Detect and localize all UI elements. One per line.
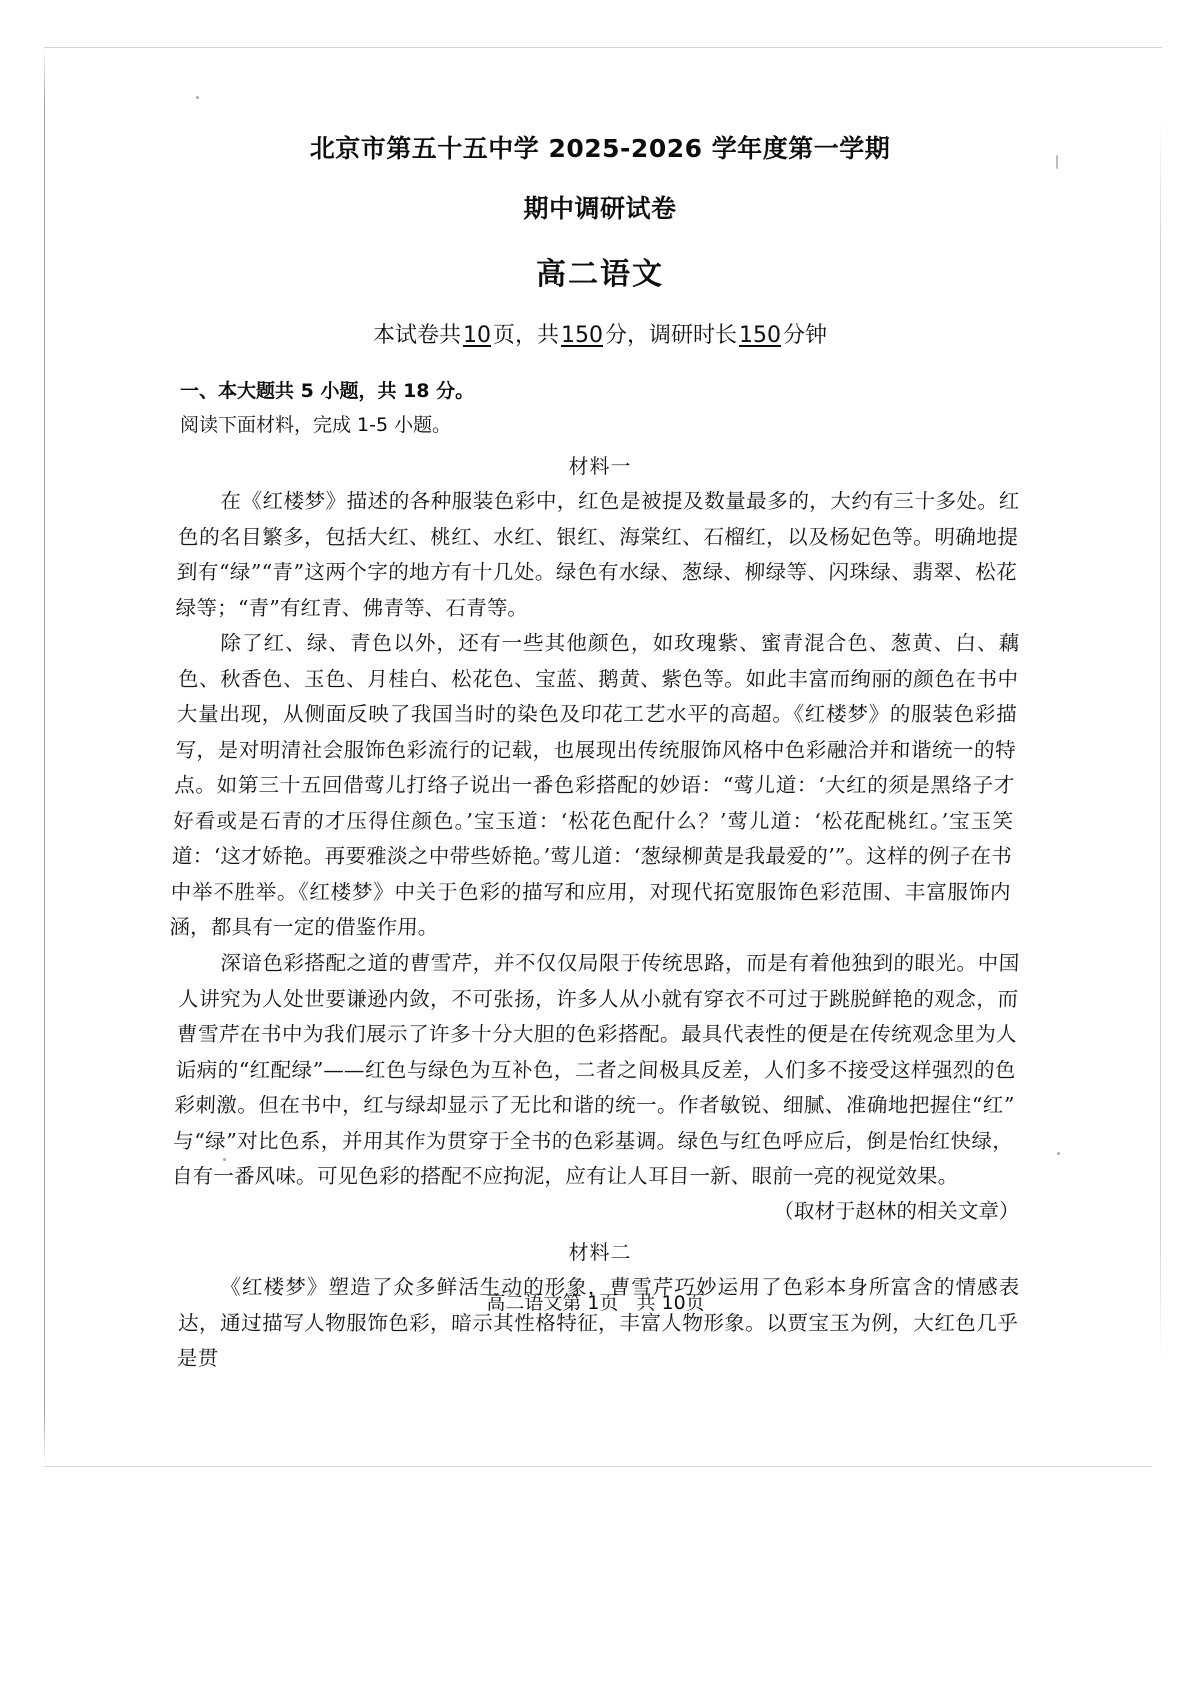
subject-title: 高二语文 xyxy=(536,257,664,292)
exam-score-unit: 分，调研时长 xyxy=(605,323,738,348)
page-content xyxy=(169,132,1020,1376)
exam-meta-prefix: 本试卷共 xyxy=(372,323,461,348)
page-title: 北京市第五十五中学 2025-2026 学年度第一学期 xyxy=(309,134,891,163)
scan-edge-right xyxy=(1160,120,1161,1360)
material-two-label: 材料二 xyxy=(568,1239,632,1264)
material-two-paragraph: 《红楼梦》塑造了众多鲜活生动的形象，曹雪芹巧妙运用了色彩本身所富含的情感表达，通过描写人物服饰色彩，暗示其性格特征，丰富人物形象。以贾宝玉为例，大红色几乎是贯 xyxy=(176,1274,1020,1370)
footer-total-pages: 共 10页 xyxy=(636,1292,705,1314)
exam-meta-line xyxy=(180,320,1020,352)
document-title-block xyxy=(180,132,1020,294)
material-one-attribution: （取材于赵林的相关文章） xyxy=(772,1199,1020,1223)
footer-subject-page: 高二语文第 1页 xyxy=(486,1292,619,1314)
exam-type-title: 期中调研试卷 xyxy=(523,194,677,223)
exam-pages-unit: 页，共 xyxy=(492,323,559,348)
scan-speck xyxy=(196,96,199,99)
material-one-label: 材料一 xyxy=(568,454,632,478)
material-one-paragraph: 深谙色彩搭配之道的曹雪芹，并不仅仅局限于传统思路，而是有着他独到的眼光。中国人讲究为人处世要谦逊内敛，不可张扬，许多人从小就有穿衣不可过于跳脱鲜艳的观念，而曹雪芹在书中为我们展示了许多十分大胆的色彩搭配。最具代表性的便是在传统观念里为人诟病的“红配绿”——红色与绿色为互补色，二者之间极具反差，人们多不接受这样强烈的色彩刺激。但在书中，红与绿却显示了无比和谐的统一。作者敏锐、细腻、准确地把握住“红”与“绿”对比色系，并用其作为贯穿于全书的色彩基调。绿色与红色呼应后，倒是怡红快绿，自有一番风味。可见色彩的搭配不应拘泥，应有让人耳目一新、眼前一亮的视觉效果。 xyxy=(171,950,1020,1188)
page-footer xyxy=(0,1288,1191,1315)
scan-edge-top xyxy=(44,47,1162,48)
scan-edge-left xyxy=(44,47,45,1467)
material-one-paragraph: 在《红楼梦》描述的各种服装色彩中，红色是被提及数量最多的，大约有三十多处。红色的名目繁多，包括大红、桃红、水红、银红、海棠红、石榴红，以及杨妃色等。明确地提到有“绿”“青”这两个字的地方有十几处。绿色有水绿、葱绿、柳绿等、闪珠绿、翡翠、松花绿等；“青”有红青、佛青等、石青等。 xyxy=(175,489,1020,620)
exam-duration-unit: 分钟 xyxy=(783,323,828,348)
section-instruction: 阅读下面材料，完成 1-5 小题。 xyxy=(180,414,452,436)
section-heading: 一、本大题共 5 小题，共 18 分。 xyxy=(180,380,475,402)
exam-duration: 150 xyxy=(739,323,782,348)
scan-speck xyxy=(1057,1152,1060,1155)
scan-edge-bottom xyxy=(44,1466,1152,1467)
exam-page-count: 10 xyxy=(462,323,491,348)
material-one-paragraph: 除了红、绿、青色以外，还有一些其他颜色，如玫瑰紫、蜜青混合色、葱黄、白、藕色、秋香色、玉色、月桂白、松花色、宝蓝、鹅黄、紫色等。如此丰富而绚丽的颜色在书中大量出现，从侧面反映了我国当时的染色及印花工艺水平的高超。《红楼梦》的服装色彩描写，是对明清社会服饰色彩流行的记载，也展现出传统服饰风格中色彩融洽并和谐统一的特点。如第三十五回借莺儿打络子说出一番色彩搭配的妙语：“莺儿道：‘大红的须是黑络子才好看或是石青的才压得住颜色。’宝玉道：‘松花色配什么？’莺儿道：‘松花配桃红。’宝玉笑道：‘这才娇艳。再要雅淡之中带些娇艳。’莺儿道：‘葱绿柳黄是我最爱的’”。这样的例子在书中举不胜举。《红楼梦》中关于色彩的描写和应用，对现代拓宽服饰色彩范围、丰富服饰内涵，都具有一定的借鉴作用。 xyxy=(169,631,1020,939)
exam-total-score: 150 xyxy=(561,323,603,348)
scan-speck xyxy=(1056,155,1058,169)
